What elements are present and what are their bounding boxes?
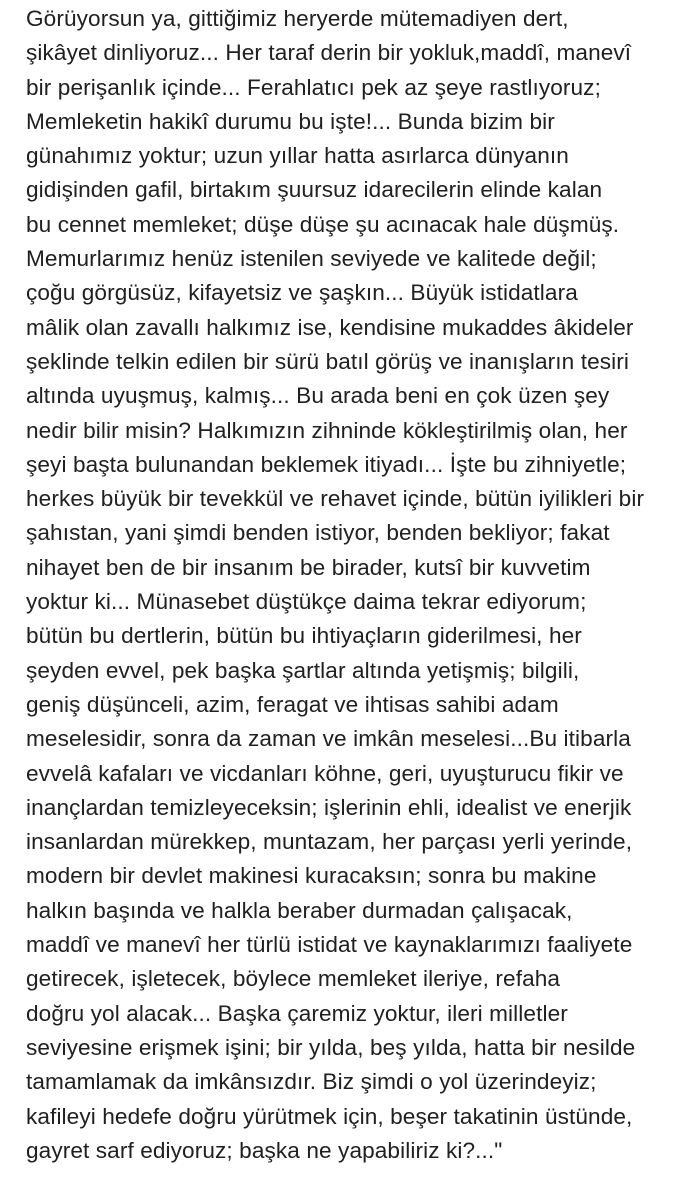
text-line: geniş düşünceli, azim, feragat ve ihtisas sahibi adam xyxy=(26,691,559,717)
quote-text-block xyxy=(26,2,676,1168)
text-line: nihayet ben de bir insanım be birader, kutsî bir kuvvetim xyxy=(26,554,591,580)
text-line: modern bir devlet makinesi kuracaksın; sonra bu makine xyxy=(26,863,597,889)
text-line: çoğu görgüsüz, kifayetsiz ve şaşkın... Büyük istidatlara xyxy=(26,280,578,306)
text-line: evvelâ kafaları ve vicdanları köhne, geri, uyuşturucu fikir ve xyxy=(26,760,624,786)
text-line: yoktur ki... Münasebet düştükçe daima tekrar ediyorum; xyxy=(26,589,587,615)
text-line: gayret sarf ediyoruz; başka ne yapabiliriz ki?..." xyxy=(26,1137,503,1163)
text-line: halkın başında ve halkla beraber durmadan çalışacak, xyxy=(26,897,573,923)
text-line: şeyi başta bulunandan beklemek itiyadı... İşte bu zihniyetle; xyxy=(26,451,627,477)
text-line: Memleketin hakikî durumu bu işte!... Bunda bizim bir xyxy=(26,108,555,134)
text-line: mâlik olan zavallı halkımız ise, kendisine mukaddes âkideler xyxy=(26,314,634,340)
text-line: insanlardan mürekkep, muntazam, her parçası yerli yerinde, xyxy=(26,829,633,855)
text-line: seviyesine erişmek işini; bir yılda, beş yılda, hatta bir nesilde xyxy=(26,1034,636,1060)
text-line: altında uyuşmuş, kalmış... Bu arada beni en çok üzen şey xyxy=(26,383,610,409)
text-line: inançlardan temizleyeceksin; işlerinin ehli, idealist ve enerjik xyxy=(26,794,632,820)
text-line: bütün bu dertlerin, bütün bu ihtiyaçların giderilmesi, her xyxy=(26,623,582,649)
text-line: bir perişanlık içinde... Ferahlatıcı pek az şeye rastlıyoruz; xyxy=(26,74,601,100)
text-line: nedir bilir misin? Halkımızın zihninde kökleştirilmiş olan, her xyxy=(26,417,628,443)
text-line: Görüyorsun ya, gittiğimiz heryerde mütemadiyen dert, xyxy=(26,6,569,31)
text-line: günahımız yoktur; uzun yıllar hatta asırlarca dünyanın xyxy=(26,143,569,169)
text-line: doğru yol alacak... Başka çaremiz yoktur, ileri milletler xyxy=(26,1000,568,1026)
text-line: kafileyi hedefe doğru yürütmek için, beşer takatinin üstünde, xyxy=(26,1103,633,1129)
text-line: maddî ve manevî her türlü istidat ve kaynaklarımızı faaliyete xyxy=(26,932,633,958)
text-line: tamamlamak da imkânsızdır. Biz şimdi o yol üzerindeyiz; xyxy=(26,1069,597,1095)
text-line: bu cennet memleket; düşe düşe şu acınacak hale düşmüş. xyxy=(26,211,620,237)
text-line: meselesidir, sonra da zaman ve imkân meselesi...Bu itibarla xyxy=(26,726,631,752)
text-line: şeklinde telkin edilen bir sürü batıl görüş ve inanışların tesiri xyxy=(26,348,630,374)
text-line: şahıstan, yani şimdi benden istiyor, benden bekliyor; fakat xyxy=(26,520,610,546)
text-line: şikâyet dinliyoruz... Her taraf derin bir yokluk,maddî, manevî xyxy=(26,40,632,66)
text-line: herkes büyük bir tevekkül ve rehavet içinde, bütün iyilikleri bir xyxy=(26,486,645,512)
text-line: şeyden evvel, pek başka şartlar altında yetişmiş; bilgili, xyxy=(26,657,580,683)
text-line: getirecek, işletecek, böylece memleket ileriye, refaha xyxy=(26,966,561,992)
text-line: Memurlarımız henüz istenilen seviyede ve kalitede değil; xyxy=(26,246,597,272)
text-line: gidişinden gafil, birtakım şuursuz idarecilerin elinde kalan xyxy=(26,177,603,203)
